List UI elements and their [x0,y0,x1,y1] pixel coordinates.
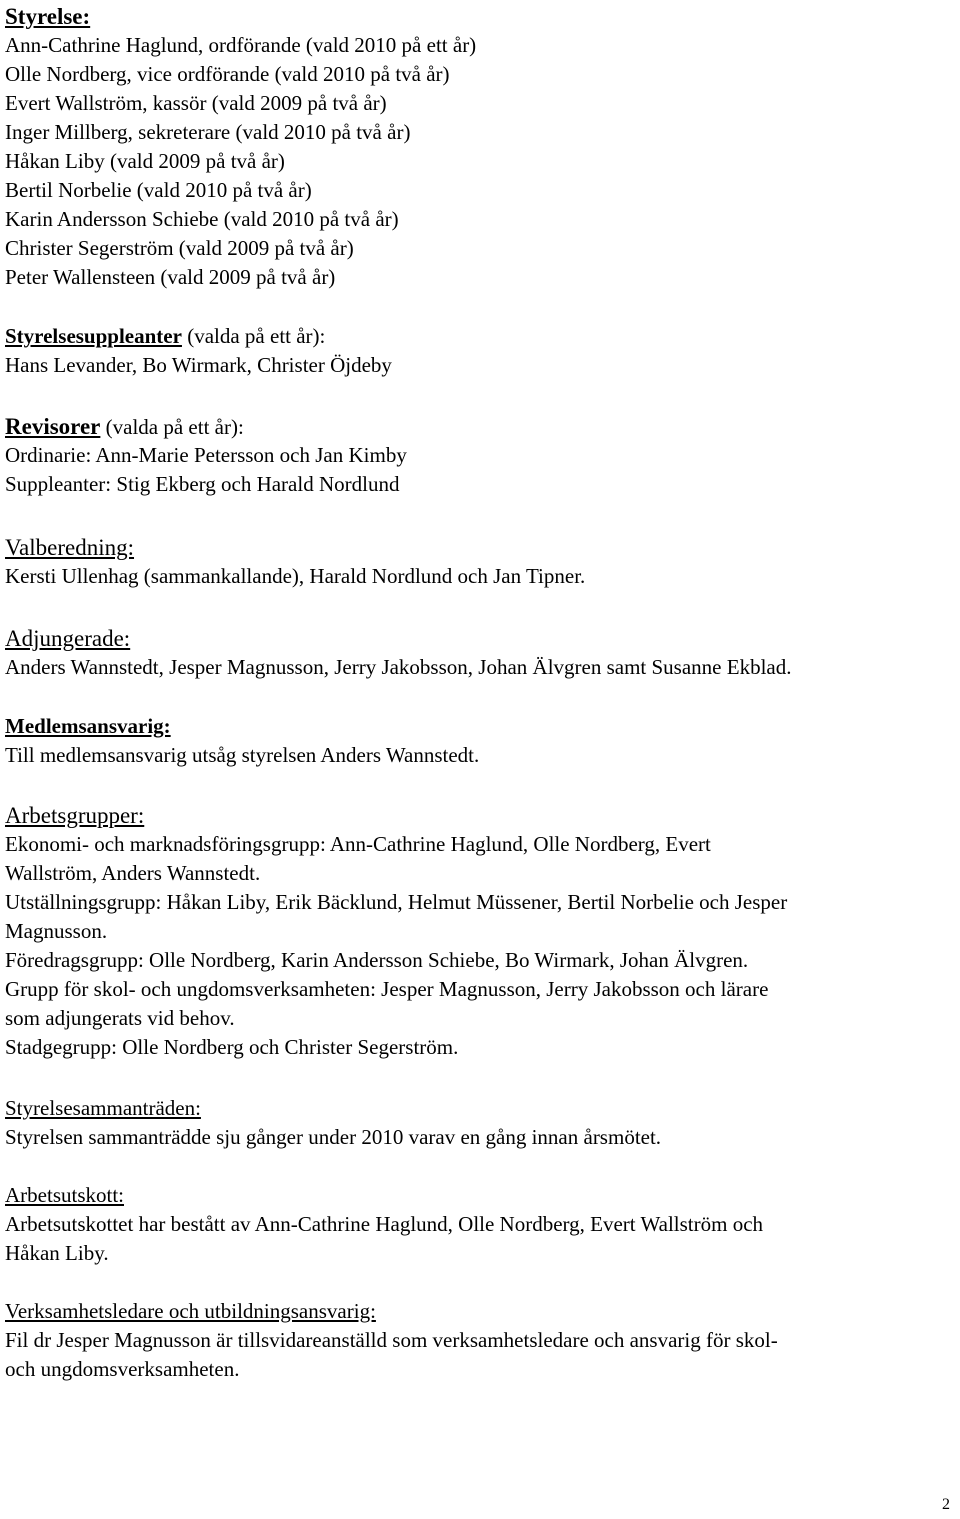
styrelse-member: Olle Nordberg, vice ordförande (vald 2010 på två år) [5,62,450,86]
medlemsansvarig-section [5,712,479,770]
revisorer-line: Suppleanter: Stig Ekberg och Harald Nordlund [5,472,400,496]
adjungerade-text: Anders Wannstedt, Jesper Magnusson, Jerry Jakobsson, Johan Älvgren samt Susanne Ekblad. [5,655,792,679]
adjungerade-section [5,624,791,682]
styrelsesammantraden-section [5,1094,661,1152]
adjungerade-heading: Adjungerade: [5,626,131,651]
suppleanter-heading: Styrelsesuppleanter [5,324,182,348]
styrelse-heading: Styrelse: [5,4,91,29]
styrelse-section [5,2,476,292]
styrelse-member: Christer Segerström (vald 2009 på två år) [5,236,354,260]
styrelse-member: Evert Wallström, kassör (vald 2009 på två år) [5,91,387,115]
suppleanter-heading-suffix: (valda på ett år): [181,324,326,348]
verksamhetsledare-heading: Verksamhetsledare och utbildningsansvarig: [5,1299,376,1323]
arbetsutskott-line: Arbetsutskottet har bestått av Ann-Cathrine Haglund, Olle Nordberg, Evert Wallström och [5,1212,764,1236]
verksamhetsledare-line: Fil dr Jesper Magnusson är tillsvidareanställd som verksamhetsledare och ansvarig för skol- [5,1328,778,1352]
revisorer-line: Ordinarie: Ann-Marie Petersson och Jan Kimby [5,443,407,467]
verksamhetsledare-section [5,1297,778,1384]
revisorer-section [5,412,407,499]
medlemsansvarig-heading: Medlemsansvarig: [5,714,171,738]
arbetsgrupper-line: Ekonomi- och marknadsföringsgrupp: Ann-Cathrine Haglund, Olle Nordberg, Evert [5,832,711,856]
arbetsgrupper-line: Wallström, Anders Wannstedt. [5,861,261,885]
valberedning-section [5,533,585,591]
page-number: 2 [942,1496,950,1513]
suppleanter-section [5,322,392,380]
arbetsgrupper-line: som adjungerats vid behov. [5,1006,235,1030]
styrelse-member: Karin Andersson Schiebe (vald 2010 på två år) [5,207,399,231]
valberedning-text: Kersti Ullenhag (sammankallande), Harald Nordlund och Jan Tipner. [5,564,586,588]
suppleanter-text: Hans Levander, Bo Wirmark, Christer Öjdeby [5,353,392,377]
revisorer-heading: Revisorer [5,414,101,439]
styrelsesammantraden-heading: Styrelsesammanträden: [5,1096,201,1120]
arbetsgrupper-heading: Arbetsgrupper: [5,803,145,828]
suppleanter-heading-line [5,322,392,351]
arbetsutskott-line: Håkan Liby. [5,1241,109,1265]
arbetsutskott-section [5,1181,763,1268]
arbetsgrupper-line: Magnusson. [5,919,108,943]
styrelsesammantraden-text: Styrelsen sammanträdde sju gånger under 2010 varav en gång innan årsmötet. [5,1125,662,1149]
valberedning-heading: Valberedning: [5,535,135,560]
arbetsgrupper-line: Föredragsgrupp: Olle Nordberg, Karin Andersson Schiebe, Bo Wirmark, Johan Älvgren. [5,948,749,972]
arbetsgrupper-line: Utställningsgrupp: Håkan Liby, Erik Bäcklund, Helmut Müssener, Bertil Norbelie och Jesper [5,890,788,914]
styrelse-member: Peter Wallensteen (vald 2009 på två år) [5,265,336,289]
styrelse-member: Ann-Cathrine Haglund, ordförande (vald 2010 på ett år) [5,33,477,57]
arbetsgrupper-line: Grupp för skol- och ungdomsverksamheten: Jesper Magnusson, Jerry Jakobsson och lärare [5,977,769,1001]
styrelse-member: Bertil Norbelie (vald 2010 på två år) [5,178,312,202]
verksamhetsledare-line: och ungdomsverksamheten. [5,1357,240,1381]
styrelse-member: Håkan Liby (vald 2009 på två år) [5,149,285,173]
revisorer-heading-line [5,412,407,441]
revisorer-heading-suffix: (valda på ett år): [100,415,244,439]
arbetsgrupper-section [5,801,787,1062]
medlemsansvarig-text: Till medlemsansvarig utsåg styrelsen Anders Wannstedt. [5,743,480,767]
arbetsgrupper-line: Stadgegrupp: Olle Nordberg och Christer Segerström. [5,1035,459,1059]
styrelse-member: Inger Millberg, sekreterare (vald 2010 på två år) [5,120,411,144]
arbetsutskott-heading: Arbetsutskott: [5,1183,124,1207]
